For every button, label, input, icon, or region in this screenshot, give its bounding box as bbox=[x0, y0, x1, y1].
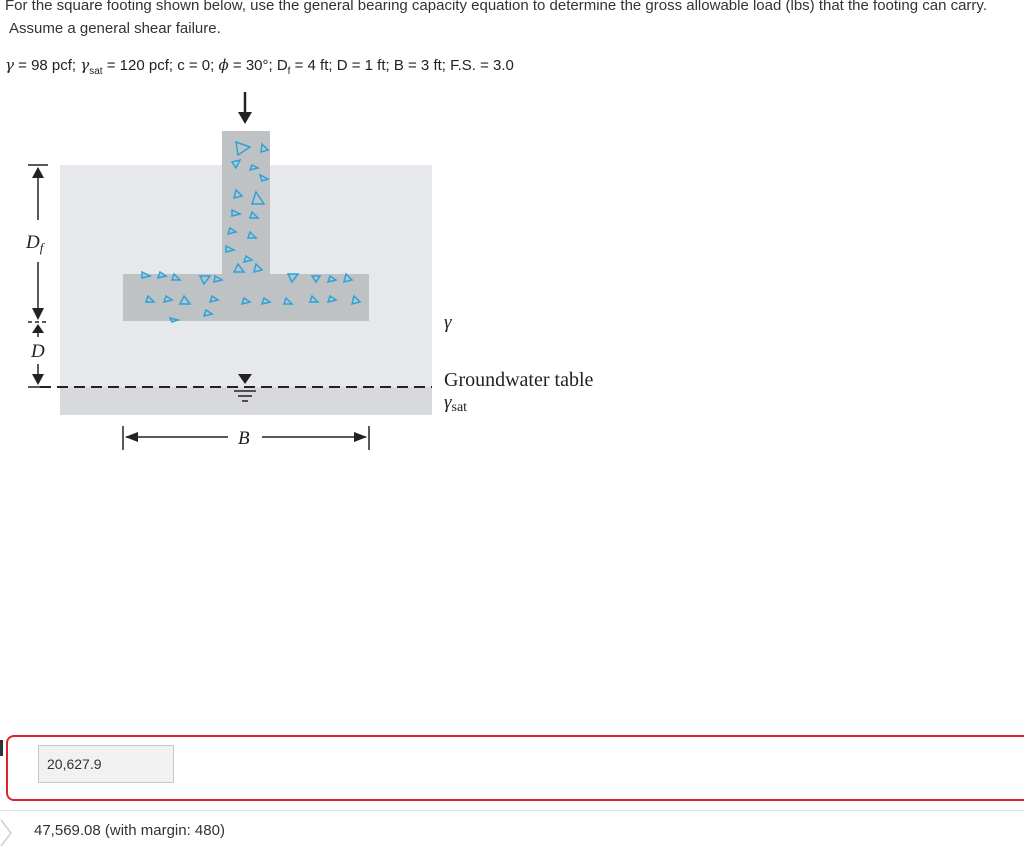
d-label: D bbox=[31, 341, 45, 362]
phi-value: = 30°; D bbox=[228, 57, 288, 74]
b-label: B bbox=[238, 428, 250, 449]
groundwater-table-label: Groundwater table bbox=[444, 369, 594, 391]
gamma-sat-label: γsat bbox=[444, 392, 468, 415]
chevron-right-icon[interactable] bbox=[0, 818, 14, 848]
divider bbox=[0, 810, 1024, 811]
df-label: $D_f$ bbox=[26, 232, 44, 255]
given-parameters bbox=[5, 56, 514, 77]
footing-diagram bbox=[0, 88, 640, 468]
question-marker bbox=[0, 740, 3, 756]
remaining-params: = 4 ft; D = 1 ft; B = 3 ft; F.S. = 3.0 bbox=[290, 57, 514, 74]
gamma-label: γ bbox=[444, 312, 452, 333]
gamma-value: = 98 pcf; bbox=[13, 57, 81, 74]
answer-input[interactable]: 20,627.9 bbox=[38, 745, 174, 783]
question-text-line-2: Assume a general shear failure. bbox=[9, 20, 221, 37]
gamma-sat-subscript: sat bbox=[89, 66, 103, 77]
gamma-symbol: γ bbox=[5, 56, 14, 74]
phi-symbol: ϕ bbox=[218, 56, 229, 74]
gamma-sat-value: = 120 pcf; c = 0; bbox=[102, 57, 219, 74]
load-arrow-head bbox=[238, 112, 252, 124]
question-text-line-1: For the square footing shown below, use the general bearing capacity equation to determine the gross allowable load (lbs) that the footing can carry. bbox=[5, 0, 987, 14]
df-subscript: f bbox=[287, 66, 291, 77]
gamma-sat-symbol: γ bbox=[80, 56, 90, 74]
correct-answer-text: 47,569.08 (with margin: 480) bbox=[34, 822, 225, 839]
